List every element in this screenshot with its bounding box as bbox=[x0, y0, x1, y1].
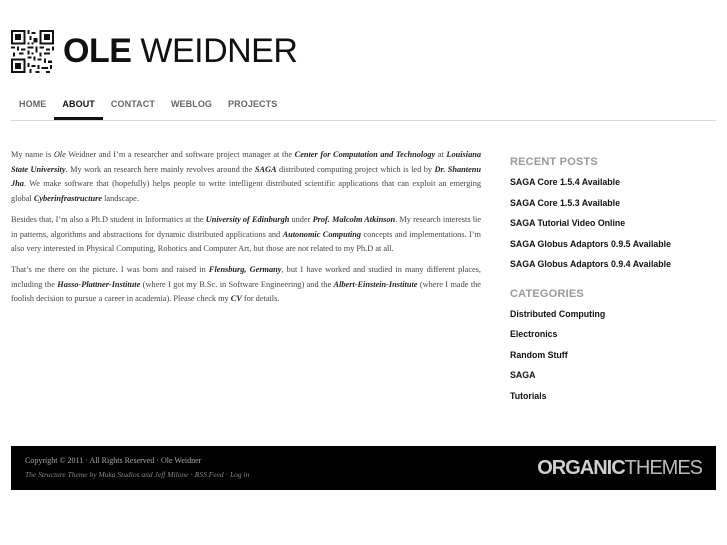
rss-feed-link[interactable]: RSS Feed bbox=[194, 470, 224, 479]
site-logo[interactable] bbox=[63, 28, 297, 74]
cv-link[interactable]: CV bbox=[230, 294, 242, 304]
about-content bbox=[11, 148, 481, 313]
hpi-link[interactable]: Hasso-Plattner-Institute bbox=[57, 279, 141, 289]
about-paragraph-2 bbox=[11, 213, 481, 257]
text: That’s me there on the picture. I was born and raised in bbox=[11, 264, 209, 274]
spacer bbox=[510, 280, 710, 288]
nav-about[interactable]: ABOUT bbox=[54, 94, 103, 120]
jeff-milone-link[interactable]: Jeff Milone bbox=[154, 470, 189, 479]
text: and bbox=[139, 470, 155, 479]
category-link[interactable]: SAGA bbox=[510, 370, 536, 380]
text: . My research interests lie in patterns, algorithms and abstractions for dynamic distributed applications and bbox=[11, 214, 481, 239]
recent-post-link[interactable]: SAGA Globus Adaptors 0.9.4 Available bbox=[510, 259, 671, 269]
category-link[interactable]: Distributed Computing bbox=[510, 308, 606, 319]
sidebar bbox=[510, 156, 710, 411]
login-link[interactable]: Log in bbox=[229, 470, 250, 479]
autonomic-computing-link[interactable]: Autonomic Computing bbox=[282, 229, 362, 239]
text: Weidner and I’m a researcher and software project manager at the bbox=[65, 150, 295, 159]
logo-light-text: THEMES bbox=[624, 457, 702, 479]
about-paragraph-1 bbox=[11, 148, 481, 207]
organic-themes-logo[interactable] bbox=[537, 457, 702, 480]
copyright-text: Copyright © 2011 · All Rights Reserved · Ole Weidner bbox=[25, 456, 202, 465]
text: under bbox=[289, 214, 313, 224]
text: by bbox=[87, 470, 99, 479]
lsu-link[interactable]: Louisiana State University bbox=[11, 150, 481, 174]
about-paragraph-3 bbox=[11, 263, 481, 307]
text: (where I made the foolish decision to pursue a career in academia). Please check my bbox=[11, 279, 481, 304]
muka-studios-link[interactable]: Muka Studios bbox=[98, 470, 140, 479]
text: . My work an research here mainly revolves around the bbox=[65, 164, 255, 174]
nav-contact[interactable]: CONTACT bbox=[110, 99, 155, 109]
text: My name is bbox=[11, 150, 54, 159]
recent-posts-heading: RECENT POSTS bbox=[510, 156, 598, 168]
main-nav bbox=[11, 94, 285, 120]
site-header bbox=[11, 30, 411, 74]
text: distributed computing project which is led by bbox=[276, 164, 435, 174]
jha-link[interactable]: Dr. Shantenu Jha bbox=[11, 164, 481, 189]
category-link[interactable]: Random Stuff bbox=[510, 349, 568, 360]
text: (where I got my B.Sc. in Software Engineering) and the bbox=[140, 279, 334, 289]
site-footer bbox=[11, 446, 716, 490]
category-link[interactable]: Electronics bbox=[510, 329, 558, 339]
text: at bbox=[435, 150, 447, 159]
nav-projects[interactable]: PROJECTS bbox=[228, 99, 278, 109]
recent-post-link[interactable]: SAGA Globus Adaptors 0.9.5 Available bbox=[510, 238, 671, 249]
separator: · bbox=[223, 470, 230, 479]
recent-post-link[interactable]: SAGA Tutorial Video Online bbox=[510, 218, 626, 228]
edinburgh-link[interactable]: University of Edinburgh bbox=[205, 214, 290, 224]
category-link[interactable]: Tutorials bbox=[510, 390, 547, 401]
text: concepts and implementations. I’m also very interested in Physical Computing, Robotics and Computer Art, but those are not related to my Ph.D at all. bbox=[11, 229, 481, 254]
logo-light-text: WEIDNER bbox=[140, 32, 298, 70]
cyberinfrastructure-link[interactable]: Cyberinfrastructure bbox=[33, 194, 103, 204]
nav-weblog[interactable]: WEBLOG bbox=[170, 99, 213, 109]
name-emphasis: Ole bbox=[53, 150, 66, 159]
flensburg-link[interactable]: Flensburg, Germany bbox=[208, 264, 282, 274]
nav-divider bbox=[11, 120, 716, 121]
separator: · bbox=[188, 470, 195, 479]
text: , but I have worked and studied in many different places, including the bbox=[11, 264, 481, 289]
text: for details. bbox=[241, 294, 280, 304]
text: Besides that, I’m also a Ph.D student in Informatics at the bbox=[11, 214, 206, 224]
categories-heading: CATEGORIES bbox=[510, 287, 584, 300]
cct-link[interactable]: Center for Computation and Technology bbox=[294, 150, 436, 159]
text: landscape. bbox=[102, 194, 139, 204]
recent-post-link[interactable]: SAGA Core 1.5.4 Available bbox=[510, 177, 621, 187]
footer-credits bbox=[25, 470, 249, 479]
logo-bold-text: ORGANIC bbox=[537, 457, 625, 479]
text: . We make software that (hopefully) helps people to write intelligent distributed scientific applications that can exploit an emerging global bbox=[11, 179, 481, 204]
atkinson-link[interactable]: Prof. Malcolm Atkinson bbox=[312, 214, 396, 224]
aei-link[interactable]: Albert-Einstein-Institute bbox=[333, 279, 418, 289]
qr-code-icon[interactable] bbox=[11, 30, 54, 73]
nav-home[interactable]: HOME bbox=[19, 99, 47, 109]
logo-bold-text: OLE bbox=[63, 32, 132, 70]
saga-link[interactable]: SAGA bbox=[254, 164, 277, 174]
recent-post-link[interactable]: SAGA Core 1.5.3 Available bbox=[510, 197, 621, 208]
theme-link[interactable]: The Structure Theme bbox=[25, 470, 88, 479]
